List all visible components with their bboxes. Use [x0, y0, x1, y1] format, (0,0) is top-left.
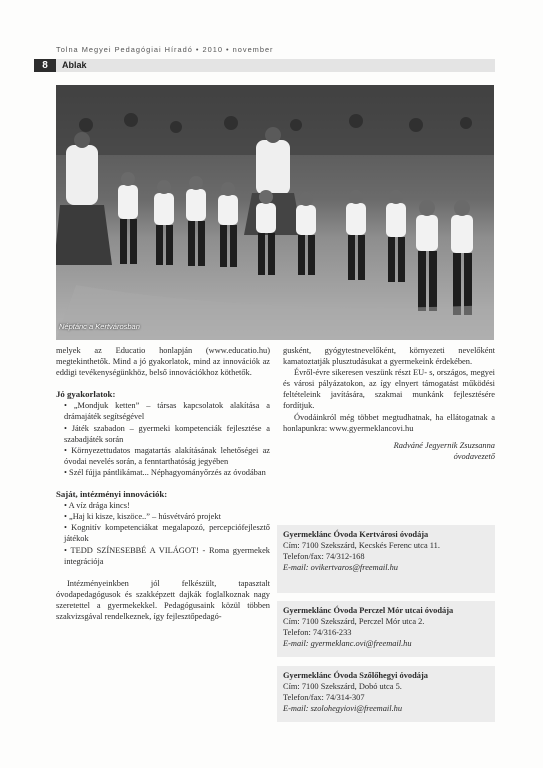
contact-email: E-mail: gyermeklanc.ovi@freemail.hu [283, 639, 412, 648]
contact-address: Cím: 7100 Szekszárd, Dobó utca 5. [283, 682, 402, 691]
section-title: Ablak [62, 60, 87, 70]
closing-paragraph: Intézményeinkben jól felkészült, tapasztalt óvodapedagógusok és szakképzett dajkák foglalkoznak nagy szeretettel a gyermekekkel. Pedagógusaink közül többen szakvizsgával rendelkeznek, így fejlesztőpedagó- [56, 578, 270, 621]
contact-box-perczel [277, 601, 495, 657]
contact-phone: Telefon/fax: 74/314-307 [283, 693, 365, 702]
contact-box-kertvarosi [277, 525, 495, 593]
innovations-heading: Saját, intézményi innovációk: [56, 489, 168, 500]
signature-name: Radváné Jegyernik Zsuzsanna [393, 440, 495, 450]
list-item: • „Mondjuk ketten” – társas kapcsolatok alakítása a drámajáték segítségével [56, 400, 270, 422]
contact-address: Cím: 7100 Szekszárd, Perczel Mór utca 2. [283, 617, 425, 626]
contact-title: Gyermeklánc Óvoda Szőlőhegyi óvodája [283, 671, 428, 680]
list-item: • „Haj ki kisze, kiszöce..” – húsvétváró projekt [56, 511, 270, 522]
contact-email: E-mail: szolohegyiovi@freemail.hu [283, 704, 403, 713]
contact-box-szolohegyi [277, 666, 495, 722]
folk-dance-photo [56, 85, 494, 340]
list-item: • Szél fújja pántlikámat... Néphagyományőrzés az óvodában [56, 467, 270, 478]
right-paragraph-2: Évről-évre sikeresen veszünk részt EU- s, országos, megyei és városi pályázatokon, az így elnyert támogatást működési feltételeink javítására, szakmai munkánk fejlesztésére fordítjuk. [283, 368, 495, 411]
good-practices-heading: Jó gyakorlatok: [56, 389, 116, 400]
right-column [283, 345, 495, 462]
contact-title: Gyermeklánc Óvoda Kertvárosi óvodája [283, 530, 429, 539]
photo-image [56, 85, 494, 340]
contact-address: Cím: 7100 Szekszárd, Kecskés Ferenc utca 11. [283, 541, 440, 550]
left-column [56, 345, 270, 622]
intro-paragraph: melyek az Educatio honlapján (www.educatio.hu) megtekinthetők. Mind a jó gyakorlatok, mind az innovációk az eddigi tevékenységünkhöz, belső innovációkhoz köthetők. [56, 346, 270, 378]
right-paragraph-3: Óvodáinkról még többet megtudhatnak, ha ellátogatnak a honlapunkra: www.gyermeklancovi.hu [283, 412, 495, 433]
list-item: • Környezettudatos magatartás alakításának lehetőségei az óvodai nevelés során, a fenntarthatóság jegyében [56, 445, 270, 467]
signature-role: óvodavezető [453, 451, 495, 461]
publication-header: Tolna Megyei Pedagógiai Híradó • 2010 • november [56, 45, 274, 54]
page-number: 8 [34, 59, 56, 72]
list-item: • Játék szabadon – gyermeki kompetenciák fejlesztése a szabadjáték során [56, 423, 270, 445]
contact-phone: Telefon: 74/316-233 [283, 628, 352, 637]
section-bar [34, 59, 495, 72]
right-paragraph-1: gusként, gyógytestnevelőként, környezeti nevelőként kamatoztatják plusztudásukat a gyermekeink érdekében. [283, 346, 495, 367]
list-item: • A víz drága kincs! [56, 500, 270, 511]
photo-caption: Néptánc a Kertvárosban [59, 322, 140, 331]
contact-title: Gyermeklánc Óvoda Perczel Mór utcai óvodája [283, 606, 454, 615]
contact-phone: Telefon/fax: 74/312-168 [283, 552, 365, 561]
list-item: • TEDD SZÍNESEBBÉ A VILÁGOT! - Roma gyermekek integrációja [56, 545, 270, 567]
list-item: • Kognitív kompetenciákat megalapozó, percepciófejlesztő játékok [56, 522, 270, 544]
contact-email: E-mail: ovikertvaros@freemail.hu [283, 563, 398, 572]
